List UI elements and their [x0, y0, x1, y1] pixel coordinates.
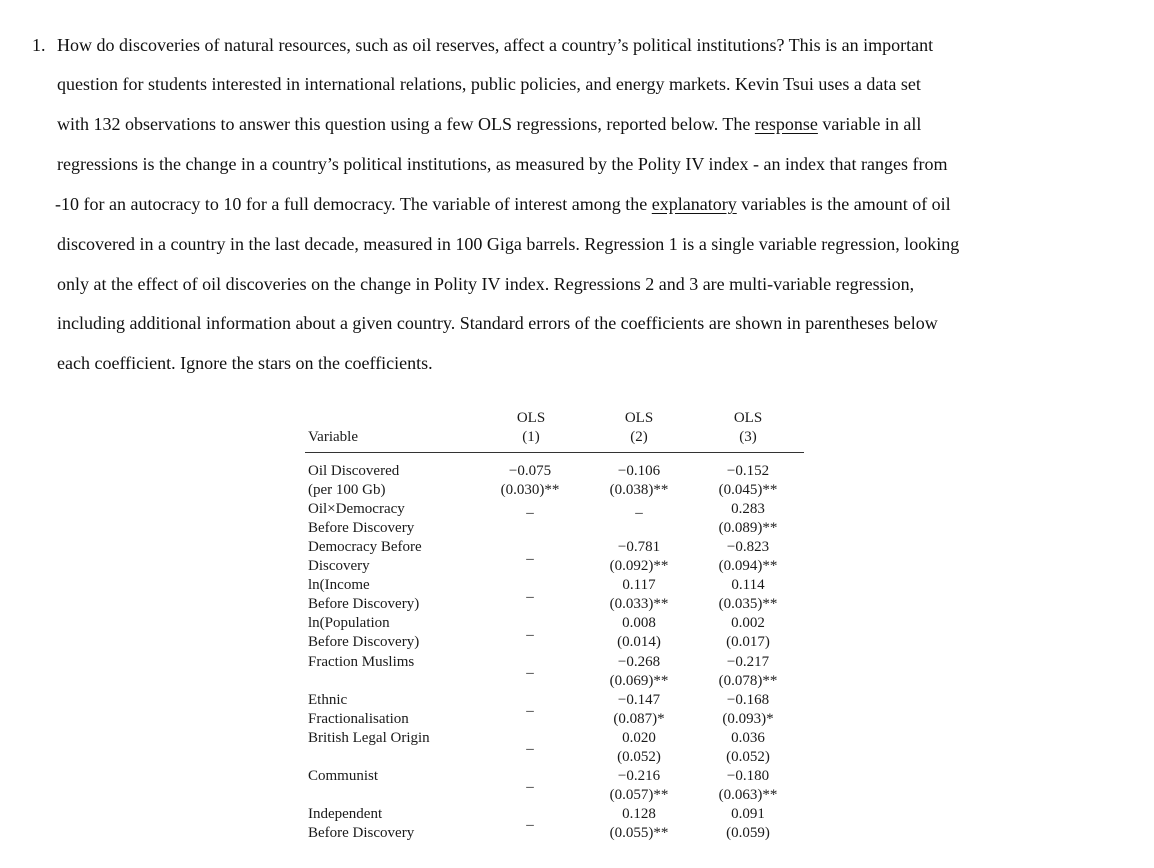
question-line-part: with 132 observations to answer this question using a few OLS regressions, reported below. The	[57, 114, 755, 134]
coefficient: 0.020	[622, 729, 656, 746]
coefficient: 0.117	[622, 577, 656, 594]
standard-error: (0.078)**	[718, 672, 778, 689]
question-line-part: -10 for an autocracy to 10 for a full democracy. The variable of interest among the	[55, 194, 652, 214]
empty-cell-dash: –	[526, 703, 534, 720]
question-line: How do discoveries of natural resources, such as oil reserves, affect a country’s political institutions? This is an important	[57, 35, 934, 55]
variable-label: Before Discovery)	[308, 634, 420, 651]
coefficient: 0.008	[622, 615, 656, 632]
empty-cell-dash: –	[526, 588, 534, 605]
variable-label: Oil×Democracy	[308, 501, 405, 518]
variable-label: British Legal Origin	[308, 729, 430, 746]
standard-error: (0.093)*	[722, 710, 774, 727]
variable-label: Before Discovery	[308, 520, 415, 537]
standard-error: (0.057)**	[609, 786, 669, 803]
standard-error: (0.069)**	[609, 672, 669, 689]
standard-error: (0.063)**	[718, 786, 778, 803]
coefficient: −0.168	[726, 691, 770, 708]
question-line-part: variables is the amount of oil	[736, 194, 951, 214]
column-header-method: OLS	[516, 410, 546, 426]
coefficient: −0.216	[617, 767, 661, 784]
empty-cell-dash: –	[526, 550, 534, 567]
question-line: including additional information about a given country. Standard errors of the coefficients are shown in parentheses below	[57, 313, 938, 333]
variable-label: (per 100 Gb)	[308, 482, 386, 499]
standard-error: (0.038)**	[609, 482, 669, 499]
empty-cell-dash: –	[526, 664, 534, 681]
coefficient: 0.128	[622, 805, 656, 822]
standard-error: (0.094)**	[718, 558, 778, 575]
coefficient: −0.781	[617, 539, 661, 556]
variable-label: ln(Population	[308, 615, 390, 632]
variable-label: Oil Discovered	[308, 463, 400, 479]
standard-error: (0.014)	[617, 634, 661, 651]
coefficient: −0.075	[508, 463, 552, 479]
empty-cell-dash: –	[635, 504, 643, 521]
coefficient: 0.036	[731, 729, 765, 746]
question-line: discovered in a country in the last decade, measured in 100 Giga barrels. Regression 1 is a single variable regression, looking	[57, 234, 960, 254]
standard-error: (0.052)	[617, 748, 661, 765]
standard-error: (0.092)**	[609, 558, 669, 575]
variable-label: Fraction Muslims	[308, 653, 415, 670]
coefficient: −0.823	[726, 539, 770, 556]
variable-label: Before Discovery	[308, 824, 415, 841]
question-line-part: variable in all	[817, 114, 922, 134]
column-header-number: (3)	[739, 429, 757, 445]
coefficient: −0.217	[726, 653, 770, 670]
underlined-term: response	[754, 114, 818, 134]
standard-error: (0.030)**	[500, 482, 560, 499]
column-header-method: OLS	[733, 410, 763, 426]
coefficient: −0.268	[617, 653, 661, 670]
coefficient: −0.180	[726, 767, 770, 784]
empty-cell-dash: –	[526, 817, 534, 834]
standard-error: (0.035)**	[718, 596, 778, 613]
standard-error: (0.033)**	[609, 596, 669, 613]
column-header-number: (2)	[630, 429, 648, 445]
coefficient: −0.152	[726, 463, 770, 479]
empty-cell-dash: –	[526, 741, 534, 758]
variable-label: Before Discovery)	[308, 596, 420, 613]
coefficient: −0.147	[617, 691, 661, 708]
empty-cell-dash: –	[526, 504, 534, 521]
question-number: 1.	[32, 35, 46, 55]
column-header-method: OLS	[624, 410, 654, 426]
question-line: each coefficient. Ignore the stars on the coefficients.	[57, 353, 433, 373]
standard-error: (0.089)**	[718, 520, 778, 537]
standard-error: (0.087)*	[613, 710, 665, 727]
standard-error: (0.017)	[726, 634, 770, 651]
empty-cell-dash: –	[526, 626, 534, 643]
variable-label: Fractionalisation	[308, 710, 409, 727]
variable-label: Democracy Before	[308, 539, 422, 556]
question-line: only at the effect of oil discoveries on the change in Polity IV index. Regressions 2 and 3 are multi-variable regression,	[57, 274, 915, 294]
coefficient: 0.002	[731, 615, 765, 632]
standard-error: (0.045)**	[718, 482, 778, 499]
standard-error: (0.059)	[726, 824, 770, 841]
variable-label: Communist	[308, 767, 379, 784]
variable-header: Variable	[308, 429, 358, 445]
coefficient: 0.114	[731, 577, 765, 594]
variable-label: Independent	[308, 805, 383, 822]
variable-label: ln(Income	[308, 577, 370, 594]
coefficient: 0.283	[731, 501, 765, 518]
standard-error: (0.055)**	[609, 824, 669, 841]
variable-label: Discovery	[308, 558, 370, 575]
question-line: regressions is the change in a country’s political institutions, as measured by the Polity IV index - an index that ranges from	[57, 154, 948, 174]
empty-cell-dash: –	[526, 779, 534, 796]
variable-label: Ethnic	[308, 691, 348, 708]
coefficient: −0.106	[617, 463, 661, 479]
coefficient: 0.091	[731, 805, 765, 822]
standard-error: (0.052)	[726, 748, 770, 765]
question-line: question for students interested in international relations, public policies, and energy markets. Kevin Tsui uses a data set	[57, 74, 921, 94]
column-header-number: (1)	[522, 429, 540, 445]
underlined-term: explanatory	[651, 194, 737, 214]
header-rule	[305, 452, 804, 453]
